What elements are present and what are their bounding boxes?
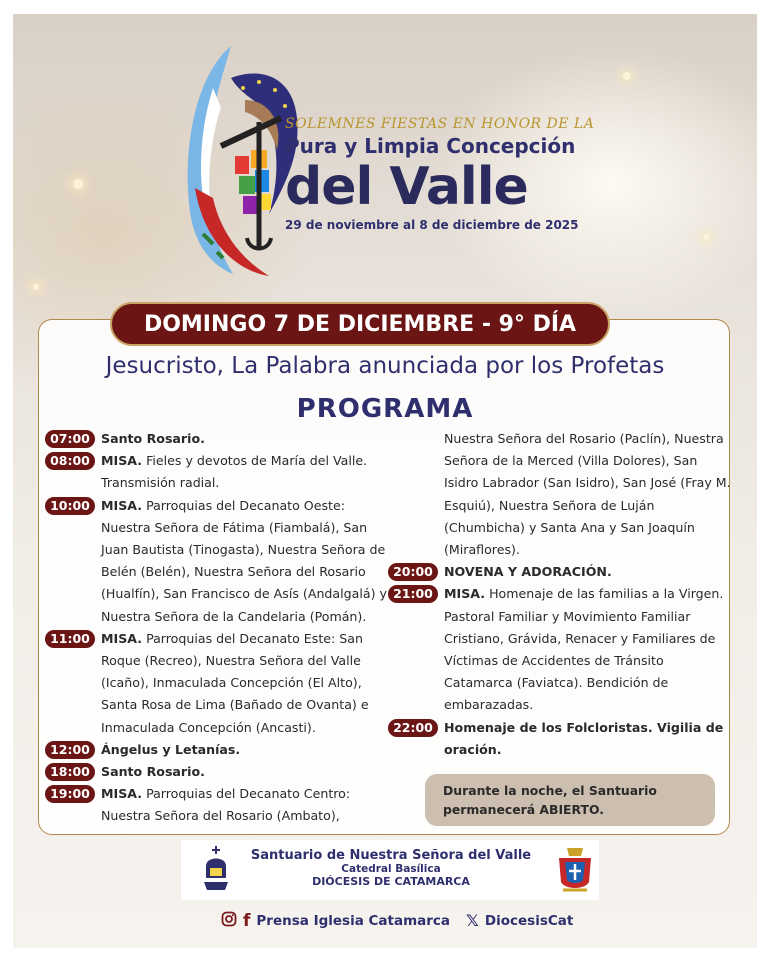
schedule-line: Belén (Belén), Nuestra Señora del Rosario — [101, 564, 366, 580]
sparkle-icon — [33, 284, 39, 290]
schedule-line: Homenaje de los Folcloristas. Vigilia de — [444, 719, 724, 735]
schedule-line: Nuestra Señora del Rosario (Ambato), — [101, 808, 340, 824]
social-left-handle: Prensa Iglesia Catamarca — [256, 913, 451, 929]
schedule-line: NOVENA Y ADORACIÓN. — [444, 564, 612, 580]
x-icon: 𝕏 — [466, 911, 479, 930]
social-facebook-instagram[interactable] — [221, 911, 450, 931]
time-badge: 22:00 — [388, 719, 438, 737]
schedule-line: Santo Rosario. — [101, 431, 205, 446]
schedule-line: Santo Rosario. — [101, 764, 205, 780]
schedule-line: embarazadas. — [444, 697, 534, 713]
cathedral-label: Catedral Basílica — [341, 863, 441, 875]
poster — [13, 14, 757, 948]
schedule-line: MISA. Parroquias del Decanato Centro: — [101, 786, 351, 802]
schedule-entry — [43, 739, 383, 761]
schedule-line: MISA. Homenaje de las familias a la Virgen. — [444, 586, 724, 602]
programa-heading: PROGRAMA — [296, 394, 474, 424]
virgin-logo-icon — [173, 38, 303, 278]
schedule-line: oración. — [444, 741, 502, 757]
schedule-line: Nuestra Señora de la Candelaria (Pomán). — [101, 608, 367, 624]
schedule-line: MISA. Parroquias del Decanato Oeste: — [101, 497, 345, 513]
schedule-line: Santa Rosa de Lima (Bañado de Ovanta) e — [101, 697, 369, 713]
sparkle-icon — [703, 234, 709, 240]
sparkle-icon — [623, 72, 631, 80]
schedule-line: Juan Bautista (Tinogasta), Nuestra Señora de — [101, 542, 386, 558]
schedule-right-column — [386, 428, 731, 761]
day-banner: DOMINGO 7 DE DICIEMBRE - 9° DÍA — [110, 302, 610, 346]
time-badge: 19:00 — [45, 785, 95, 803]
schedule-line: Cristiano, Grávida, Renacer y Familiares de — [444, 630, 716, 646]
schedule-line: Transmisión radial. — [101, 475, 220, 491]
schedule-line: Nuestra Señora de Fátima (Fiambalá), San — [101, 519, 368, 535]
time-badge: 10:00 — [45, 497, 95, 515]
sanctuary-emblem-icon — [201, 844, 231, 896]
schedule-entry — [386, 428, 731, 561]
schedule-entry — [43, 628, 383, 739]
schedule-entry — [386, 717, 731, 761]
instagram-icon — [221, 911, 237, 931]
sparkle-icon — [73, 179, 83, 189]
diocese-coat-of-arms-icon — [555, 844, 595, 896]
schedule-entry — [43, 783, 383, 827]
time-badge: 12:00 — [45, 741, 95, 759]
day-subtitle: Jesucristo, La Palabra anunciada por los Profetas — [105, 353, 665, 379]
schedule-entry — [43, 761, 383, 783]
social-right-handle: DiocesisCat — [484, 912, 574, 929]
schedule-line: (Hualfín), San Francisco de Asís (Andalgalá) y — [101, 586, 387, 602]
notice-line-2: permanecerá ABIERTO. — [443, 802, 604, 817]
schedule-entry — [43, 495, 387, 628]
schedule-line: Pastoral Familiar y Movimiento Familiar — [444, 608, 691, 624]
schedule-line: (Miraflores). — [444, 542, 520, 558]
pre-title: SOLEMNES FIESTAS EN HONOR DE LA — [285, 116, 595, 132]
time-badge: 11:00 — [45, 630, 95, 648]
title-mid: Pura y Limpia Concepción — [285, 134, 576, 158]
title-big: del Valle — [285, 157, 528, 217]
headline — [285, 116, 625, 232]
sanctuary-footer — [181, 840, 599, 900]
time-badge: 20:00 — [388, 563, 438, 581]
schedule-line: Señora de la Merced (Villa Dolores), San — [444, 453, 698, 469]
schedule-line: (Icaño), Inmaculada Concepción (El Alto), — [101, 675, 362, 691]
schedule-line: Inmaculada Concepción (Ancasti). — [101, 719, 316, 735]
schedule-line: (Chumbicha) y Santa Ana y San Joaquín — [444, 519, 695, 535]
time-badge: 21:00 — [388, 585, 438, 603]
schedule-line: MISA. Parroquias del Decanato Este: San — [101, 630, 363, 646]
social-x[interactable] — [466, 911, 573, 930]
schedule-entry — [386, 561, 731, 583]
time-badge: 08:00 — [45, 452, 95, 470]
event-dates: 29 de noviembre al 8 de diciembre de 2025 — [285, 218, 579, 232]
schedule-line: Esquiú), Nuestra Señora de Luján — [444, 497, 655, 513]
schedule-entry — [386, 583, 731, 716]
time-badge: 07:00 — [45, 430, 95, 448]
schedule-line: Catamarca (Faviatca). Bendición de — [444, 675, 669, 691]
schedule-line: Nuestra Señora del Rosario (Paclín), Nuestra — [444, 431, 724, 446]
schedule-line: Roque (Recreo), Nuestra Señora del Valle — [101, 653, 361, 669]
diocese-label: DIÓCESIS DE CATAMARCA — [312, 875, 470, 888]
night-notice — [425, 774, 715, 826]
schedule-entry — [43, 428, 383, 450]
schedule-line: Isidro Labrador (San Isidro), San José (Fray M. — [444, 475, 731, 491]
sanctuary-name: Santuario de Nuestra Señora del Valle — [250, 848, 532, 863]
schedule-entry — [43, 450, 383, 494]
schedule-line: Ángelus y Letanías. — [101, 741, 241, 757]
footer-text — [241, 848, 541, 888]
schedule-line: Víctimas de Accidentes de Tránsito — [444, 653, 664, 669]
schedule-line: MISA. Fieles y devotos de María del Valle. — [101, 453, 368, 469]
schedule-left-column — [43, 428, 387, 828]
notice-line-1: Durante la noche, el Santuario — [443, 783, 657, 798]
facebook-icon: f — [243, 911, 251, 931]
time-badge: 18:00 — [45, 763, 95, 781]
